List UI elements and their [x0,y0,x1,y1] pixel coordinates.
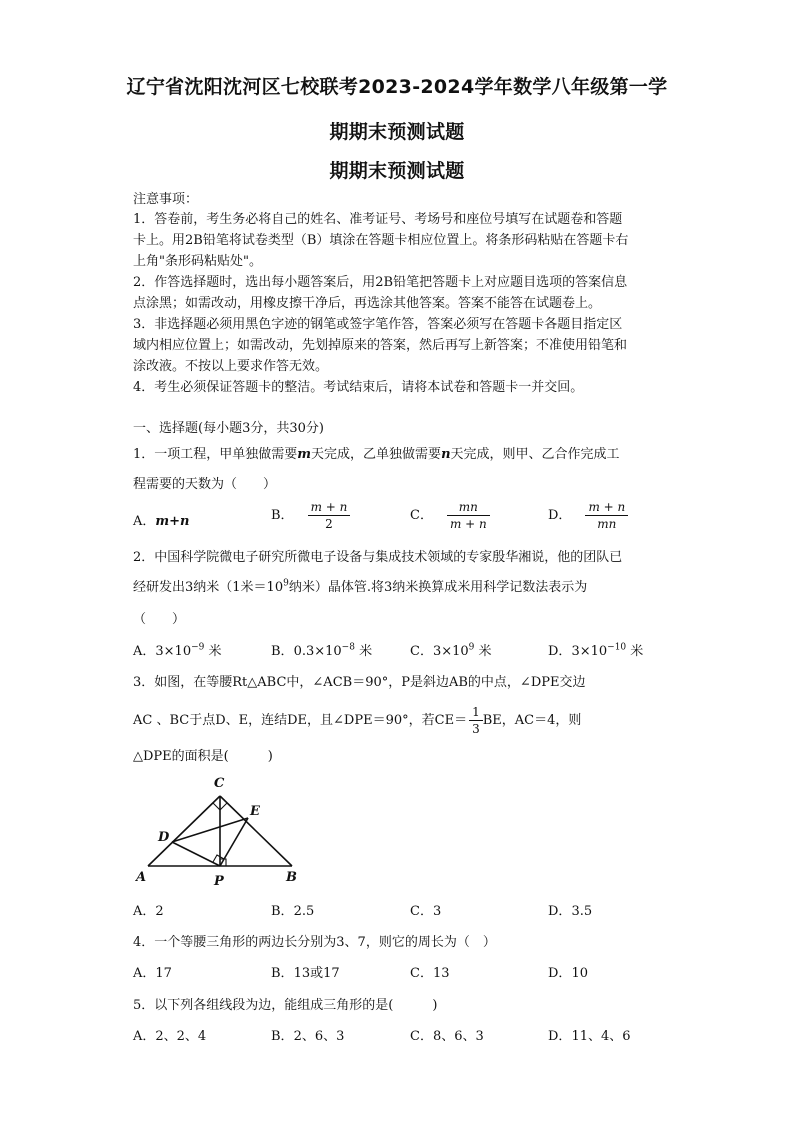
notes-line: 3．非选择题必须用黑色字迹的钢笔或签字笔作答，答案必须写在答题卡各题目指定区 [133,317,623,332]
q1-text-c: 天完成，则甲、乙合作完成工 [450,447,620,462]
q2-text-a: 经研发出3纳米（1米＝10 [133,580,284,595]
option-letter: D． [548,508,572,524]
q5-option-d[interactable] [548,1025,631,1044]
option-text: 2 [155,904,164,919]
q2-option-a[interactable] [133,640,222,659]
q3-option-a[interactable] [133,900,164,919]
q1-option-c[interactable] [410,499,490,532]
notes-line: 上角"条形码粘贴处"。 [133,254,262,269]
question-2-line-2 [133,576,587,595]
fraction [469,704,483,737]
option-letter: B． [271,966,294,981]
q4-option-c[interactable] [410,962,450,981]
option-letter: B． [271,644,294,659]
q2-text-b: 纳米）晶体管.将3纳米换算成米用科学记数法表示为 [288,580,588,595]
option-letter: B． [271,1029,294,1044]
option-text: 3.5 [571,904,593,919]
option-base: 3×10 [155,644,192,659]
notes-line: 1．答卷前，考生务必将自己的姓名、准考证号、考场号和座位号填写在试题卷和答题 [133,212,623,227]
q1-var-m: m [297,447,312,462]
option-text: 3 [432,904,442,919]
q1-text-b: 天完成，乙单独做需要 [311,447,442,462]
option-unit: 米 [630,644,644,659]
label-D: D [158,830,170,845]
notes-heading: 注意事项： [133,192,199,207]
question-5-line-1: 5．以下列各组线段为边，能组成三角形的是( ) [133,998,438,1013]
question-2-line-3: （ ） [133,612,186,627]
q1-option-a[interactable] [133,510,190,529]
q5-option-a[interactable] [133,1025,206,1044]
option-text: m+n [155,514,190,529]
option-exponent: 9 [468,642,475,653]
option-letter: B． [271,904,294,919]
q1-option-d[interactable] [548,499,628,532]
q5-option-b[interactable] [271,1025,344,1044]
segment-DP [172,842,220,866]
option-exponent: −9 [191,642,205,653]
option-letter: A． [133,644,156,659]
option-text: 11、4、6 [571,1029,631,1044]
option-text: 2.5 [293,904,315,919]
q5-option-c[interactable] [410,1025,484,1044]
option-exponent: −8 [341,642,355,653]
option-letter: C． [410,904,433,919]
option-text: 2、2、4 [155,1029,207,1044]
q3-option-c[interactable] [410,900,441,919]
question-3-line-3: △DPE的面积是( ) [133,749,273,764]
option-letter: A． [133,514,156,529]
notes-line: 卡上。用2B铅笔将试卷类型（B）填涂在答题卡相应位置上。将条形码粘贴在答题卡右 [133,233,629,248]
option-base: 3×10 [571,644,608,659]
q3-option-b[interactable] [271,900,314,919]
option-text: 13 [432,966,450,981]
option-letter: D． [548,1029,572,1044]
notes-line: 域内相应位置上；如需改动，先划掉原来的答案，然后再写上新答案；不准使用铅笔和 [133,338,628,353]
page-title-line-3: 期期末预测试题 [329,160,465,182]
q1-var-n: n [441,447,451,462]
page-title-line-2: 期期末预测试题 [329,121,465,143]
option-text: 2、6、3 [293,1029,345,1044]
fraction-numerator: m + n [585,499,628,516]
fraction-denominator: 2 [325,517,333,532]
q2-option-b[interactable] [271,640,372,659]
option-text: 8、6、3 [432,1029,484,1044]
option-unit: 米 [359,644,373,659]
q2-option-c[interactable] [410,640,492,659]
q2-option-d[interactable] [548,640,643,659]
notes-line: 2．作答选择题时，选出每小题答案后，用2B铅笔把答题卡上对应题目选项的答案信息 [133,275,628,290]
option-letter: D． [548,966,572,981]
option-letter: D． [548,904,572,919]
notes-line: 涂改液。不按以上要求作答无效。 [133,359,329,374]
fraction [447,499,490,532]
question-1-line-1 [133,443,620,462]
option-exponent: −10 [607,642,627,653]
q3-text-b: BE，AC＝4，则 [482,713,582,729]
section-heading: 一、选择题(每小题3分，共30分) [133,421,324,436]
fraction [585,499,628,532]
fraction-denominator: 3 [472,722,480,737]
label-E: E [250,804,260,819]
q1-option-b[interactable] [271,499,350,532]
option-letter: C． [410,1029,433,1044]
option-letter: A． [133,1029,156,1044]
label-C: C [214,776,225,791]
fraction-numerator: mn [447,499,490,516]
q4-option-b[interactable] [271,962,340,981]
label-A: A [136,870,147,885]
option-unit: 米 [208,644,222,659]
fraction-numerator: 1 [469,704,483,721]
question-4-line-1: 4．一个等腰三角形的两边长分别为3、7，则它的周长为（ ） [133,935,496,950]
notes-line: 点涂黑；如需改动，用橡皮擦干净后，再选涂其他答案。答案不能答在试题卷上。 [133,296,602,311]
fraction-denominator: mn [597,517,617,532]
fraction-denominator: m + n [449,517,487,532]
q1-text-a: 1．一项工程，甲单独做需要 [133,447,298,462]
fraction [308,499,351,532]
page-title-line-1: 辽宁省沈阳沈河区七校联考2023-2024学年数学八年级第一学 [126,76,668,98]
option-letter: A． [133,966,156,981]
option-base: 3×10 [432,644,469,659]
q3-triangle-figure [120,770,320,890]
option-text: 13或17 [293,966,340,981]
option-letter: B． [271,508,294,524]
option-text: 10 [571,966,588,981]
label-P: P [214,874,224,889]
option-text: 17 [155,966,172,981]
option-letter: D． [548,644,572,659]
option-letter: A． [133,904,156,919]
question-1-line-2: 程需要的天数为（ ） [133,477,277,492]
q3-text-a: AC 、BC于点D、E，连结DE，且∠DPE＝90°，若CE＝ [133,713,468,729]
q3-option-d[interactable] [548,900,592,919]
question-2-line-1: 2．中国科学院微电子研究所微电子设备与集成技术领域的专家殷华湘说，他的团队已 [133,550,623,565]
option-base: 0.3×10 [293,644,342,659]
question-3-line-2 [133,704,581,737]
option-letter: C． [410,644,433,659]
fraction-numerator: m + n [308,499,351,516]
option-unit: 米 [478,644,492,659]
option-letter: C． [410,508,433,524]
q4-option-a[interactable] [133,962,172,981]
q2-exponent: 9 [283,578,289,589]
notes-line: 4．考生必须保证答题卡的整洁。考试结束后，请将本试卷和答题卡一并交回。 [133,380,584,395]
option-letter: C． [410,966,433,981]
label-B: B [286,870,297,885]
q4-option-d[interactable] [548,962,588,981]
question-3-line-1: 3．如图，在等腰Rt△ABC中，∠ACB＝90°，P是斜边AB的中点，∠DPE交边 [133,675,586,690]
